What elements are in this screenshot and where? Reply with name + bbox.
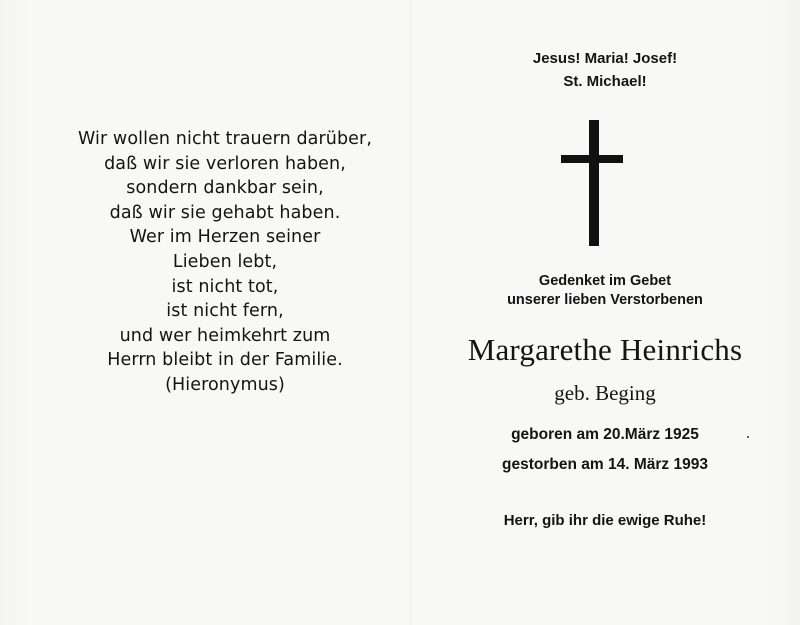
poem-line: Wir wollen nicht trauern darüber, — [77, 129, 373, 149]
poem-line: ist nicht fern, — [166, 301, 284, 322]
invocation-line-1: Jesus! Maria! Josef! — [532, 50, 678, 67]
poem-line: Lieben lebt, — [172, 251, 278, 272]
poem-line: und wer heimkehrt zum — [119, 325, 331, 346]
commemoration-line-1: Gedenket im Gebet — [538, 273, 672, 289]
maiden-name: geb. Beging — [554, 381, 656, 405]
print-speck — [747, 436, 749, 438]
poem-line: sondern dankbar sein, — [126, 178, 324, 199]
closing-prayer: Herr, gib ihr die ewige Ruhe! — [503, 512, 707, 529]
poem-line: Wer im Herzen seiner — [129, 227, 321, 248]
death-date: gestorben am 14. März 1993 — [502, 456, 708, 473]
deceased-name: Margarethe Heinrichs — [467, 332, 743, 367]
poem-line: Herrn bleibt in der Familie. — [107, 350, 343, 371]
commemoration-line-2: unserer lieben Verstorbenen — [507, 292, 703, 308]
latin-cross-icon — [561, 120, 629, 246]
cross-vertical-bar — [589, 120, 599, 246]
memorial-poem — [40, 127, 410, 398]
poem-line: ist nicht tot, — [171, 276, 279, 297]
poem-line: daß wir sie gehabt haben. — [109, 202, 341, 223]
memorial-details — [410, 0, 800, 625]
invocation-line-2: St. Michael! — [563, 73, 647, 90]
birth-date: geboren am 20.März 1925 — [511, 426, 699, 443]
poem-line: daß wir sie verloren haben, — [104, 153, 346, 174]
poem-attribution: (Hieronymus) — [165, 374, 285, 395]
cross-horizontal-bar — [561, 155, 623, 163]
